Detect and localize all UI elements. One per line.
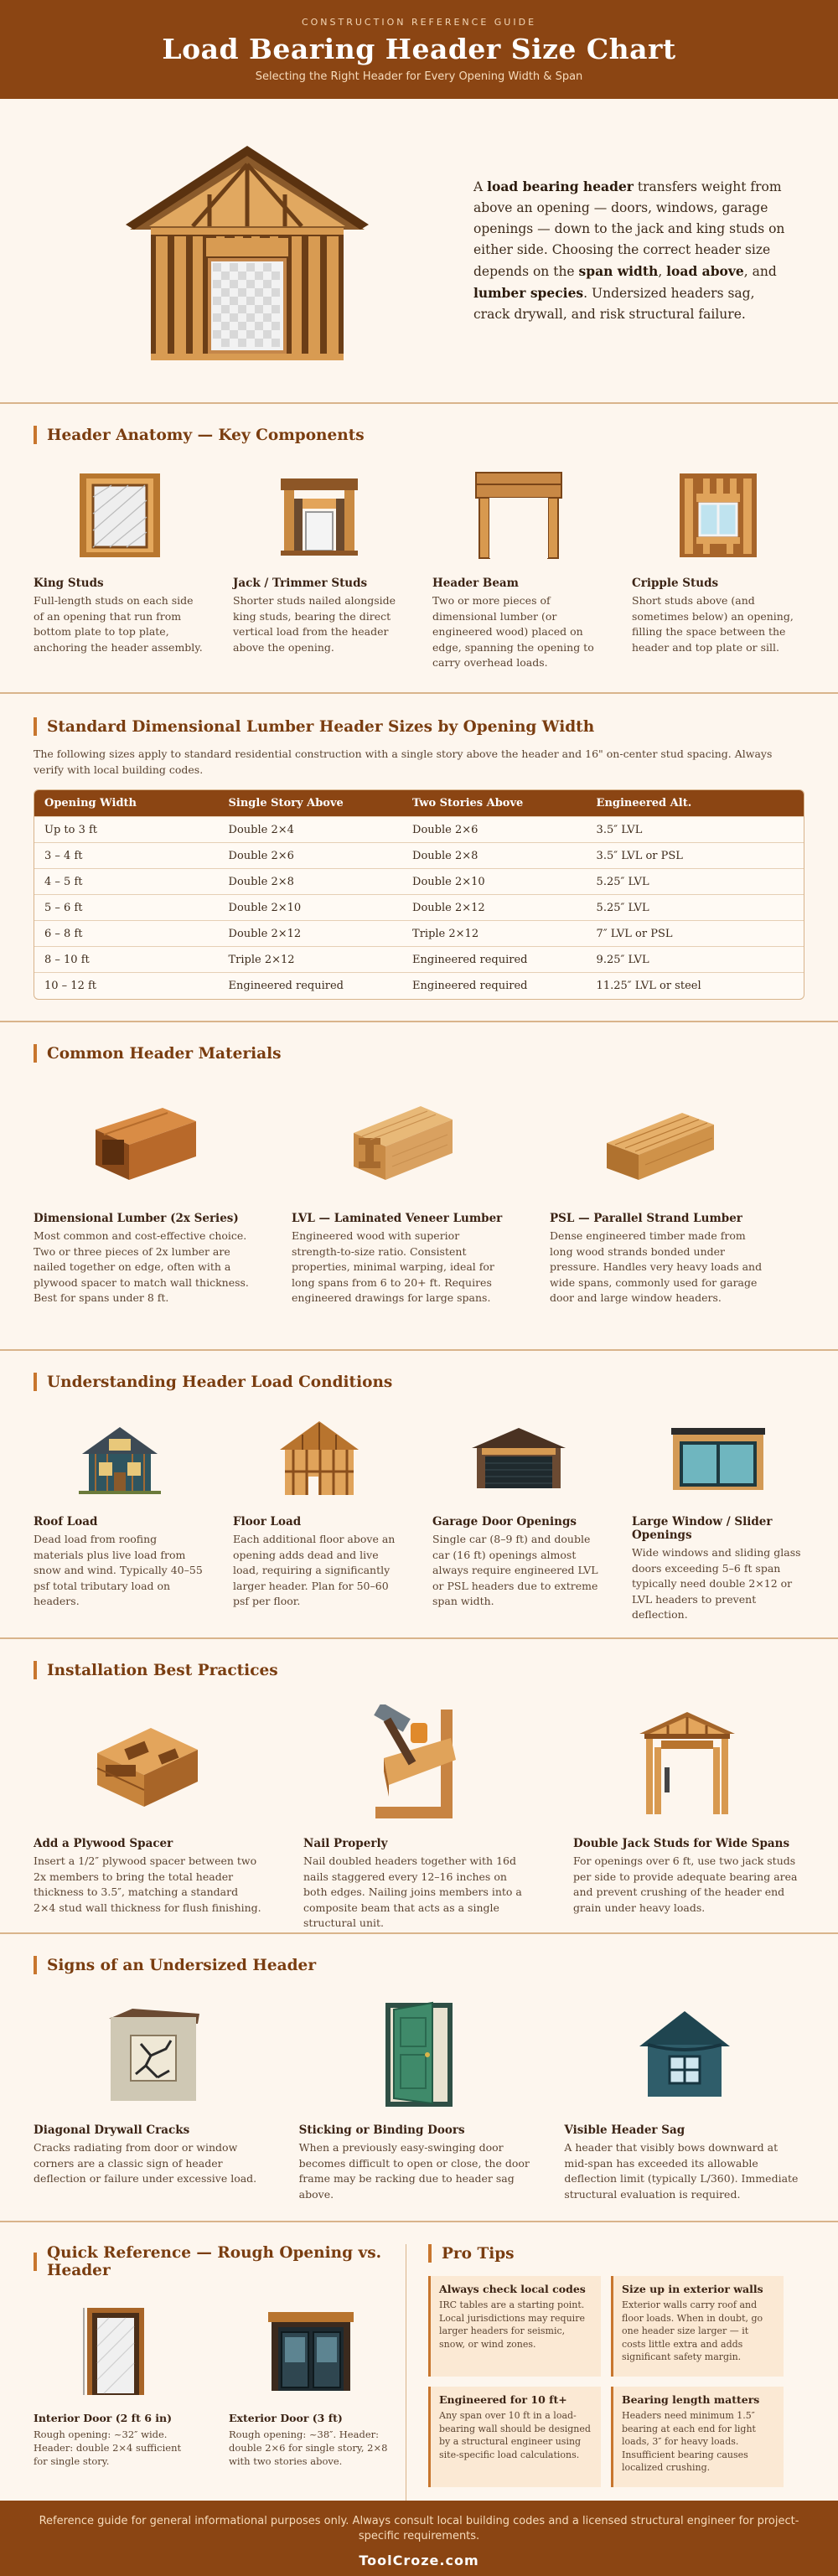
card-text: For openings over 6 ft, use two jack studs per side to provide adequate bearing area and prevent crushing of the header end grain under heavy loads. xyxy=(573,1854,798,1914)
card-title: Garage Door Openings xyxy=(432,1515,577,1529)
card-title: Large Window / Slider Openings xyxy=(632,1515,773,1542)
card-title: King Studs xyxy=(34,577,104,590)
card-text: Dead load from roofing materials plus live load from snow and wind. Typically 40–55 psf total tributary load on headers. xyxy=(34,1533,203,1607)
page-subtitle: Selecting the Right Header for Every Opening Width & Span xyxy=(255,70,583,83)
wood-frame-house-icon xyxy=(126,137,369,364)
sagging-house-icon xyxy=(634,2008,735,2100)
tip-text: Headers need minimum 1.5″ bearing at each end for light loads, 3″ for heavy loads. Insufficient bearing causes localized crushing. xyxy=(622,2410,756,2473)
card-title: Interior Door (2 ft 6 in) xyxy=(34,2412,172,2424)
sign-card xyxy=(299,1999,540,2202)
table-cell: 5.25″ LVL xyxy=(596,901,649,914)
install-card xyxy=(573,1704,801,1932)
section-title: Pro Tips xyxy=(428,2244,804,2263)
card-title: Jack / Trimmer Studs xyxy=(233,577,368,590)
table-cell: Double 2×4 xyxy=(228,823,294,836)
table-note: The following sizes apply to standard residential construction with a single story above the header and 16" on-center stud spacing. Always verify with local building codes. xyxy=(34,747,773,776)
table-cell: 3 – 4 ft xyxy=(44,849,83,862)
footer-brand-link[interactable]: ToolCroze.com xyxy=(359,2553,479,2568)
table-header-row xyxy=(34,790,804,817)
table-cell: 3.5″ LVL or PSL xyxy=(596,849,683,862)
table-cell: Triple 2×12 xyxy=(228,953,295,966)
header-size-table xyxy=(34,789,804,1000)
framed-house-icon xyxy=(273,1418,365,1498)
header-size-table-section xyxy=(0,694,838,1021)
card-text: Engineered wood with superior strength-to-size ratio. Consistent properties, minimal warping, ideal for long spans from 6 to 20+ ft. Requires engineered drawings for large spans. xyxy=(292,1229,494,1304)
dimensional-lumber-icon xyxy=(79,1096,204,1188)
table-cell: 8 – 10 ft xyxy=(44,953,90,966)
psl-beam-icon xyxy=(595,1096,721,1188)
exterior-door-icon xyxy=(265,2309,357,2392)
tip-text: IRC tables are a starting point. Local jurisdictions may require larger headers for seismic, snow, or wind zones. xyxy=(439,2299,585,2350)
table-cell: 10 – 12 ft xyxy=(44,980,97,992)
tip-card xyxy=(428,2387,601,2487)
quick-reference-section xyxy=(34,2244,406,2511)
anatomy-card xyxy=(432,469,605,671)
cripple-studs-icon xyxy=(678,472,758,559)
tip-card xyxy=(611,2276,784,2377)
card-text: Insert a 1/2″ plywood spacer between two 2x members to bring the total header thickness to 3.5″, matching a standard 2×4 stud wall thickness for flush finishing. xyxy=(34,1854,261,1914)
table-row xyxy=(34,973,804,999)
table-cell: Double 2×12 xyxy=(228,927,302,940)
table-cell: Engineered required xyxy=(412,980,528,992)
reference-card xyxy=(34,2304,197,2468)
card-title: Nail Properly xyxy=(303,1837,388,1850)
table-cell: Double 2×6 xyxy=(412,823,478,836)
garage-icon xyxy=(468,1425,569,1492)
tip-card xyxy=(611,2387,784,2487)
table-cell: 3.5″ LVL xyxy=(596,823,643,836)
table-cell: Engineered required xyxy=(228,980,344,992)
cracked-wall-icon xyxy=(107,2004,199,2104)
tip-text: Any span over 10 ft in a load-bearing wall should be designed by a structural engineer using site-specific load calculations. xyxy=(439,2410,591,2460)
table-cell: Double 2×8 xyxy=(228,875,294,888)
tip-card xyxy=(428,2276,601,2377)
card-title: Roof Load xyxy=(34,1515,98,1529)
slider-window-icon xyxy=(668,1425,768,1492)
card-title: Cripple Studs xyxy=(632,577,719,590)
table-cell: Triple 2×12 xyxy=(412,927,479,940)
table-cell: 6 – 8 ft xyxy=(44,927,83,940)
card-text: Two or more pieces of dimensional lumber (or engineered wood) placed on edge, spanning the opening to carry overhead loads. xyxy=(432,594,594,669)
load-conditions-section xyxy=(0,1351,838,1637)
table-cell: 5 – 6 ft xyxy=(44,901,83,914)
page-title: Load Bearing Header Size Chart xyxy=(162,33,676,65)
header-kicker: CONSTRUCTION REFERENCE GUIDE xyxy=(301,17,537,28)
hammer-icon xyxy=(359,1704,476,1822)
section-title: Signs of an Undersized Header xyxy=(34,1956,804,1974)
anatomy-card xyxy=(34,469,206,671)
intro-text: A load bearing header transfers weight from above an opening — doors, windows, garage openings — down to the jack and king studs on either side. Choosing the correct header size depends on the span width, load above, and lumber species. Undersized headers sag, crack drywall, and risk structural failure. xyxy=(473,178,785,322)
table-row xyxy=(34,921,804,947)
header-beam-icon xyxy=(473,469,565,561)
anatomy-card xyxy=(233,469,406,671)
table-row xyxy=(34,869,804,895)
card-text: Nail doubled headers together with 16d nails staggered every 12–16 inches on both edges. Nailing joins members into a composite beam that acts as a single structural unit. xyxy=(303,1854,522,1929)
table-cell: Up to 3 ft xyxy=(44,823,98,836)
table-cell: Double 2×10 xyxy=(412,875,485,888)
tip-title: Bearing length matters xyxy=(622,2393,760,2406)
table-row xyxy=(34,817,804,843)
reference-card xyxy=(229,2304,392,2468)
section-title: Installation Best Practices xyxy=(34,1661,804,1679)
column-header: Opening Width xyxy=(44,797,137,810)
tip-text: Exterior walls carry roof and floor loads. When in doubt, go one header size larger — it costs little extra and adds significant safety margin. xyxy=(622,2299,763,2362)
card-title: Dimensional Lumber (2x Series) xyxy=(34,1212,239,1225)
materials-section xyxy=(0,1022,838,1349)
load-card xyxy=(632,1416,804,1623)
card-text: Shorter studs nailed alongside king studs, bearing the direct vertical load from the header above the opening. xyxy=(233,594,396,654)
anatomy-section xyxy=(0,404,838,692)
intro-section xyxy=(0,99,838,402)
card-title: Header Beam xyxy=(432,577,519,590)
card-title: LVL — Laminated Veneer Lumber xyxy=(292,1212,503,1225)
section-title: Header Anatomy — Key Components xyxy=(34,426,804,444)
material-card xyxy=(292,1088,508,1306)
card-title: PSL — Parallel Strand Lumber xyxy=(550,1212,742,1225)
card-text: Full-length studs on each side of an opening that run from bottom plate to top plate, anchoring the header assembly. xyxy=(34,594,203,654)
column-header: Engineered Alt. xyxy=(596,797,692,810)
card-title: Floor Load xyxy=(233,1515,302,1529)
card-title: Add a Plywood Spacer xyxy=(34,1837,173,1850)
load-card xyxy=(432,1416,605,1623)
table-cell: 9.25″ LVL xyxy=(596,953,649,966)
table-cell: 11.25″ LVL or steel xyxy=(596,980,701,992)
double-jack-icon xyxy=(633,1709,742,1818)
load-card xyxy=(34,1416,206,1623)
column-header: Single Story Above xyxy=(228,797,344,810)
page-footer xyxy=(0,2501,838,2576)
material-card xyxy=(550,1088,766,1306)
table-cell: Engineered required xyxy=(412,953,528,966)
install-card xyxy=(34,1704,261,1932)
pro-tips-section xyxy=(406,2244,804,2511)
card-title: Double Jack Studs for Wide Spans xyxy=(573,1837,790,1850)
card-title: Visible Header Sag xyxy=(564,2123,685,2137)
table-cell: 7″ LVL or PSL xyxy=(596,927,673,940)
quick-reference-and-tips xyxy=(0,2222,838,2511)
load-card xyxy=(233,1416,406,1623)
sign-card xyxy=(564,1999,804,2202)
table-cell: Double 2×8 xyxy=(412,849,478,862)
card-title: Sticking or Binding Doors xyxy=(298,2123,465,2137)
card-text: Short studs above (and sometimes below) an opening, filling the space between the header and top plate or sill. xyxy=(632,594,794,654)
jack-studs-icon xyxy=(279,475,360,556)
card-title: Exterior Door (3 ft) xyxy=(229,2412,343,2424)
card-text: Single car (8–9 ft) and double car (16 ft) openings almost always require engineered LVL or PSL headers due to extreme span width. xyxy=(432,1533,598,1607)
card-text: A header that visibly bows downward at mid-span has exceeded its allowable deflection limit (typically L/360). Immediate structural evaluation is required. xyxy=(564,2141,799,2201)
table-row xyxy=(34,947,804,973)
card-text: When a previously easy-swinging door becomes difficult to open or close, the door frame may be racking due to header sag above. xyxy=(298,2141,530,2201)
tip-title: Engineered for 10 ft+ xyxy=(439,2393,567,2406)
section-title: Common Header Materials xyxy=(34,1044,804,1063)
table-cell: Double 2×10 xyxy=(228,901,302,914)
footer-disclaimer: Reference guide for general informational purposes only. Always consult local building codes and a licensed structural engineer for project-specific requirements. xyxy=(39,2515,799,2542)
card-text: Each additional floor above an opening adds dead and live load, requiring a significantly larger header. Plan for 50–60 psf per floor. xyxy=(233,1533,396,1607)
undersized-signs-section xyxy=(0,1934,838,2221)
card-text: Most common and cost-effective choice. Two or three pieces of 2x lumber are nailed together on edge, often with a plywood spacer to match wall thickness. Best for spans under 8 ft. xyxy=(34,1229,249,1304)
card-text: Cracks radiating from door or window corners are a classic sign of header deflection or failure under excessive load. xyxy=(34,2141,257,2185)
install-card xyxy=(303,1704,531,1932)
column-header: Two Stories Above xyxy=(412,797,524,810)
card-title: Diagonal Drywall Cracks xyxy=(34,2123,190,2137)
material-card xyxy=(34,1088,250,1306)
roof-house-icon xyxy=(74,1420,166,1496)
card-text: Wide windows and sliding glass doors exceeding 5–6 ft span typically need double 2×12 or LVL headers to prevent deflection. xyxy=(632,1546,801,1621)
table-cell: 4 – 5 ft xyxy=(44,875,83,888)
anatomy-card xyxy=(632,469,804,671)
lvl-beam-icon xyxy=(337,1096,463,1188)
card-text: Dense engineered timber made from long wood strands bonded under pressure. Handles very heavy loads and wide spans, commonly used for garage door and large window headers. xyxy=(550,1229,763,1304)
section-title: Understanding Header Load Conditions xyxy=(34,1373,804,1391)
table-cell: 5.25″ LVL xyxy=(596,875,649,888)
king-studs-icon xyxy=(78,472,162,559)
table-cell: Double 2×6 xyxy=(228,849,294,862)
table-row xyxy=(34,843,804,869)
card-text: Rough opening: ~32″ wide. Header: double 2×4 sufficient for single story. xyxy=(34,2429,182,2467)
page-header xyxy=(0,0,838,99)
tip-title: Size up in exterior walls xyxy=(622,2283,763,2295)
card-text: Rough opening: ~38″. Header: double 2×6 for single story, 2×8 with two stories above. xyxy=(229,2429,388,2467)
sign-card xyxy=(34,1999,274,2202)
installation-section xyxy=(0,1639,838,1932)
tip-title: Always check local codes xyxy=(439,2283,586,2295)
door-icon xyxy=(377,1999,461,2108)
table-row xyxy=(34,895,804,921)
plywood-spacer-icon xyxy=(89,1713,206,1813)
interior-door-icon xyxy=(82,2304,149,2397)
section-title: Standard Dimensional Lumber Header Sizes by Opening Width xyxy=(34,717,804,736)
section-title: Quick Reference — Rough Opening vs. Header xyxy=(34,2244,406,2279)
table-cell: Double 2×12 xyxy=(412,901,485,914)
